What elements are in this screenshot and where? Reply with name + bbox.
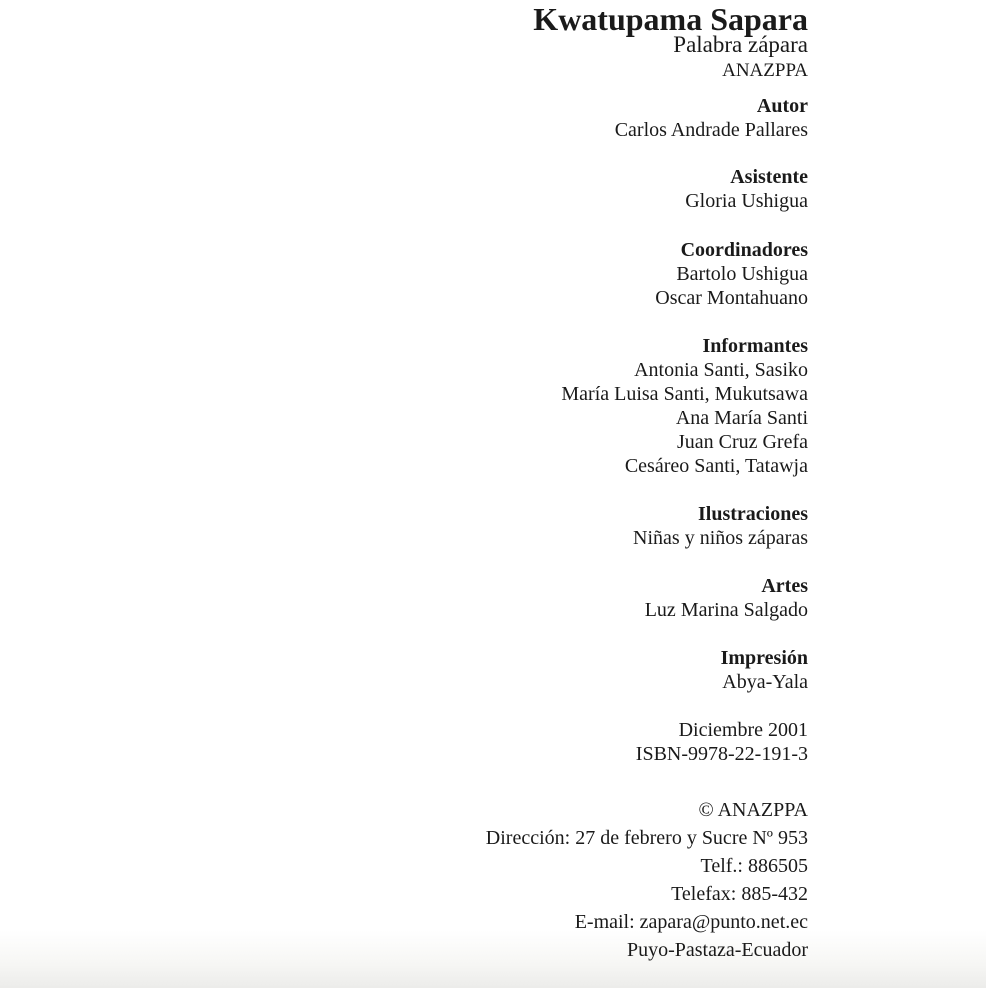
coordinator-name: Oscar Montahuano [655, 287, 808, 309]
arts-section [645, 574, 808, 622]
informants-heading: Informantes [702, 335, 808, 357]
artist-name: Luz Marina Salgado [644, 599, 808, 621]
publication-section [636, 718, 808, 766]
informant-name: Ana María Santi [675, 407, 808, 429]
printing-heading: Impresión [720, 647, 808, 669]
phone: Telf.: 886505 [700, 855, 808, 877]
email: E-mail: zapara@punto.net.ec [574, 911, 808, 933]
location: Puyo-Pastaza-Ecuador [626, 939, 808, 961]
assistant-heading: Asistente [730, 166, 808, 188]
informant-name: Juan Cruz Grefa [676, 431, 808, 453]
printer-name: Abya-Yala [722, 671, 808, 693]
copyright-notice: © ANAZPPA [698, 799, 808, 821]
assistant-name: Gloria Ushigua [685, 190, 808, 212]
informants-section [561, 334, 808, 478]
coordinators-section [655, 238, 808, 310]
illustrations-heading: Ilustraciones [698, 503, 808, 525]
informant-name: María Luisa Santi, Mukutsawa [561, 383, 808, 405]
illustrator-name: Niñas y niños záparas [633, 527, 808, 549]
author-name: Carlos Andrade Pallares [614, 119, 808, 141]
publisher-organization: ANAZPPA [722, 60, 808, 81]
informant-name: Cesáreo Santi, Tatawja [624, 455, 808, 477]
book-subtitle: Palabra zápara [673, 32, 808, 57]
illustrations-section [633, 502, 808, 550]
contact-block [486, 796, 808, 964]
telefax: Telefax: 885-432 [671, 883, 808, 905]
arts-heading: Artes [761, 575, 808, 597]
assistant-section [685, 165, 808, 213]
book-title: Kwatupama Sapara [533, 1, 808, 37]
author-section [615, 94, 808, 142]
printing-section [721, 646, 808, 694]
coordinators-heading: Coordinadores [680, 239, 808, 261]
publication-date: Diciembre 2001 [678, 719, 808, 741]
informant-name: Antonia Santi, Sasiko [634, 359, 808, 381]
isbn: ISBN-9978-22-191-3 [635, 743, 808, 765]
author-heading: Autor [756, 95, 808, 117]
address: Dirección: 27 de febrero y Sucre Nº 953 [485, 827, 808, 849]
coordinator-name: Bartolo Ushigua [676, 263, 808, 285]
